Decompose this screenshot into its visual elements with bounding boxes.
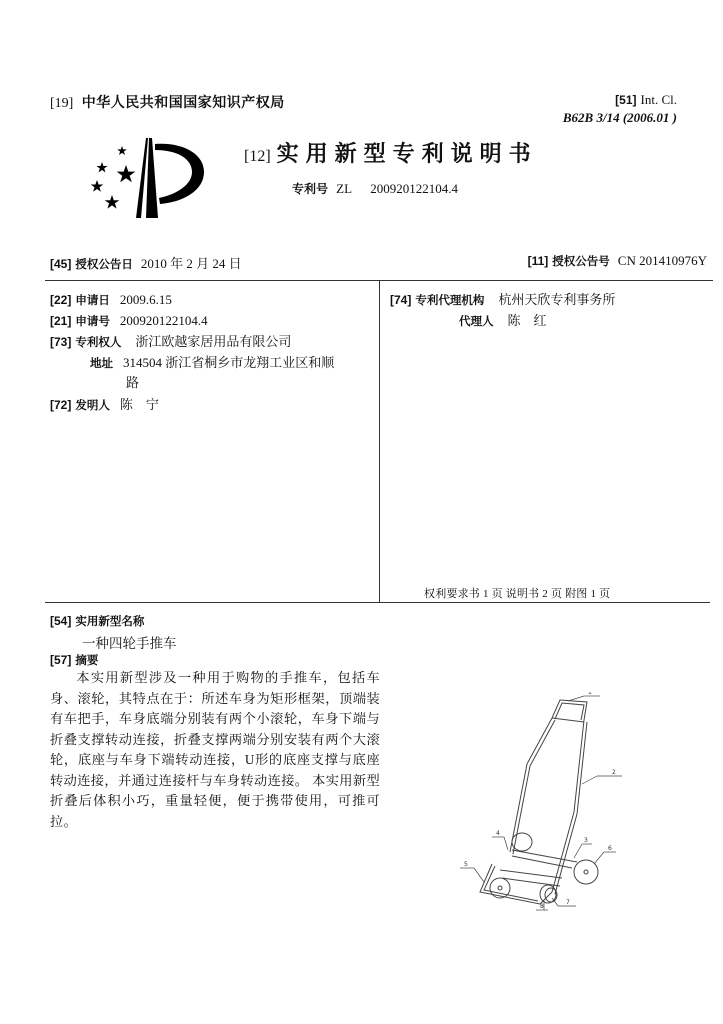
field-code: [73] [50,335,72,349]
field-label: 申请号 [75,314,110,328]
field-value: 浙江欧越家居用品有限公司 [135,334,292,349]
grant-number [528,253,707,269]
part-label: 3 [584,837,588,844]
field-label: 实用新型名称 [75,614,145,628]
star-icon [91,180,104,192]
field-label: 申请日 [75,293,110,307]
patent-agent [459,312,547,331]
field-code: [57] [50,653,72,667]
doc-type-title: 实用新型专利说明书 [276,142,538,167]
field-code: [54] [50,614,72,628]
patent-no-value: 200920122104.4 [370,181,458,196]
part-label: 5 [464,861,468,868]
int-cl-label: Int. Cl. [640,92,677,107]
part-label: 8 [540,903,544,910]
grant-date-label: 授权公告日 [75,257,133,271]
field-label: 发明人 [75,398,110,412]
grant-date [50,253,242,272]
int-classification [563,92,677,126]
utility-model-title: 一种四轮手推车 [82,636,177,651]
field-value: 路 [126,375,140,390]
field-value: 陈 宁 [119,397,159,412]
document-type [244,137,538,168]
address-continued [126,374,139,393]
page-counts: 权利要求书 1 页 说明书 2 页 附图 1 页 [424,588,611,600]
part-label: 7 [566,899,570,906]
star-icon [96,162,107,172]
field-code: [21] [50,314,72,328]
field-code: [72] [50,398,72,412]
application-date [50,291,172,310]
star-icon [117,146,127,155]
address [90,354,334,373]
patentee [50,333,291,352]
utility-model-title-heading [50,612,154,631]
field-code: [74] [390,293,412,307]
doc-type-code: [12] [244,148,271,165]
field-value: 陈 红 [507,313,547,328]
patent-agency [390,291,615,310]
field-value: 杭州天欣专利事务所 [498,292,616,307]
column-divider [379,280,380,602]
patent-number [292,180,458,197]
bottom-divider [45,602,710,603]
patent-no-prefix: ZL [336,181,353,196]
grant-no-code: [11] [527,254,549,268]
part-label: 1 [588,692,592,696]
field-label: 专利代理机构 [415,293,485,307]
issuing-office [50,92,285,112]
part-label: 6 [608,845,612,852]
field-value: 2009.6.15 [119,292,172,307]
field-label: 摘要 [75,653,99,667]
grant-date-code: [45] [50,257,72,271]
patent-no-label: 专利号 [292,182,329,196]
field-value: 200920122104.4 [119,313,208,328]
grant-date-value: 2010 年 2 月 24 日 [140,256,242,271]
grant-no-value: CN 201410976Y [617,253,707,268]
field-label: 专利权人 [75,335,122,349]
int-cl-value: B62B 3/14 (2006.01 ) [562,110,677,125]
star-icon [117,165,136,182]
field-label: 地址 [90,356,113,370]
star-icon [105,195,120,209]
field-code: [22] [50,293,72,307]
part-label: 2 [612,769,616,776]
field-value: 314504 浙江省桐乡市龙翔工业区和顺 [123,355,335,370]
application-number [50,312,208,331]
office-name: 中华人民共和国国家知识产权局 [81,95,285,111]
abstract-text: 本实用新型涉及一种用于购物的手推车，包括车身、滚轮，其特点在于：所述车身为矩形框架，顶端装有车把手，车身底端分别装有两个小滚轮，车身下端与折叠支撑转动连接，折叠支撑两端分别安装有两个大滚轮，底座与车身下端转动连接，U形的底座支撑与底座转动连接，并通过连接杆与车身转动连接。 本实用新型折叠后体积小巧，重量轻便，便于携带使用，可推可拉。 [50,670,380,829]
inventor [50,396,159,415]
sipo-logo-icon [88,132,206,218]
office-code: [19] [50,96,74,111]
trolley-drawing [452,692,622,912]
part-label: 4 [496,830,500,837]
grant-no-label: 授权公告号 [552,254,610,268]
field-label: 代理人 [459,314,494,328]
int-cl-code: [51] [615,93,637,107]
